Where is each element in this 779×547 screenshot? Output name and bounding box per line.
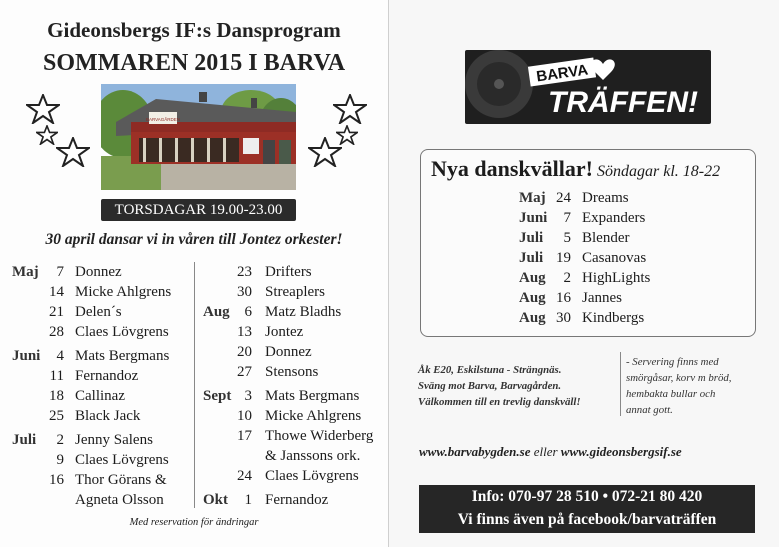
day-number: 10 <box>237 408 252 424</box>
day-number: 19 <box>556 250 571 266</box>
band-name: Expanders <box>582 210 646 226</box>
box-subtitle: Söndagar kl. 18-22 <box>596 163 721 180</box>
schedule-row <box>203 302 388 322</box>
schedule-row <box>12 490 194 510</box>
star-icon <box>56 137 90 167</box>
svg-text:TRÄFFEN!: TRÄFFEN! <box>548 86 698 119</box>
day-number: 14 <box>49 284 64 300</box>
schedule-row <box>12 450 194 470</box>
month-label: Aug <box>519 270 546 286</box>
month-label: Aug <box>519 310 546 326</box>
band-name: Claes Lövgrens <box>75 452 169 468</box>
serving-text: - Servering finns med smörgåsar, korv m bröd, hembakta bullar och annat gott. <box>626 356 732 416</box>
day-number: 28 <box>49 324 64 340</box>
day-number: 24 <box>556 190 571 206</box>
star-icon <box>333 94 367 124</box>
band-name: & Janssons ork. <box>265 448 361 464</box>
month-label: Aug <box>519 290 546 306</box>
band-name: Delen´s <box>75 304 122 320</box>
band-name: Donnez <box>75 264 122 280</box>
band-name: Thowe Widerberg <box>265 428 374 444</box>
day-number: 20 <box>237 344 252 360</box>
day-number: 16 <box>49 472 64 488</box>
band-name: Claes Lövgrens <box>265 468 359 484</box>
band-name: Claes Lövgrens <box>75 324 169 340</box>
schedule-row <box>12 302 194 322</box>
schedule-column-1 <box>12 262 194 512</box>
day-number: 5 <box>563 230 571 246</box>
day-number: 9 <box>56 452 64 468</box>
band-name: Stensons <box>265 364 319 380</box>
day-number: 16 <box>556 290 571 306</box>
program-title: Gideonsbergs IF:s Dansprogram <box>47 18 341 42</box>
day-number: 11 <box>49 368 64 384</box>
star-icon <box>26 94 60 124</box>
schedule-row <box>12 470 194 490</box>
month-label: Juni <box>519 210 548 226</box>
websites: www.barvabygden.se eller www.gideonsbergsif.se <box>419 444 682 459</box>
schedule-row <box>12 262 194 282</box>
month-label: Maj <box>519 190 546 206</box>
schedule-row <box>203 446 388 466</box>
day-number: 2 <box>56 432 64 448</box>
svg-text:BARVAGÅRDEN: BARVAGÅRDEN <box>145 117 181 122</box>
band-name: Kindbergs <box>582 310 645 326</box>
barvagarden-photo <box>101 84 296 190</box>
band-name: HighLights <box>582 270 651 286</box>
schedule-row <box>519 308 739 328</box>
info-divider <box>620 352 621 416</box>
directions-text: Åk E20, Eskilstuna - Strängnäs. Sväng mot Barva, Barvagården. Välkommen till en trevlig danskväll! <box>418 364 581 408</box>
month-label: Okt <box>203 492 229 508</box>
band-name: Agneta Olsson <box>75 492 164 508</box>
schedule-row <box>203 362 388 382</box>
day-number: 23 <box>237 264 252 280</box>
box-title: Nya danskvällar! <box>431 156 593 181</box>
schedule-row <box>519 188 739 208</box>
day-number: 21 <box>49 304 64 320</box>
day-number: 13 <box>237 324 252 340</box>
schedule-row <box>203 322 388 342</box>
phone-info: Info: 070-97 28 510 • 072-21 80 420 <box>471 488 703 505</box>
month-label: Juli <box>519 230 544 246</box>
day-number: 4 <box>56 348 64 364</box>
band-name: Callinaz <box>75 388 125 404</box>
schedule-row <box>519 288 739 308</box>
schedule-row <box>203 426 388 446</box>
schedule-row <box>12 430 194 450</box>
day-number: 27 <box>237 364 252 380</box>
schedule-row <box>519 208 739 228</box>
schedule-row <box>203 406 388 426</box>
reservation-note: Med reservation för ändringar <box>129 517 259 528</box>
band-name: Fernandoz <box>265 492 329 508</box>
band-name: Jenny Salens <box>75 432 153 448</box>
band-name: Micke Ahlgrens <box>75 284 172 300</box>
band-name: Fernandoz <box>75 368 139 384</box>
day-number: 30 <box>237 284 252 300</box>
gideonsbergsif-link[interactable]: www.gideonsbergsif.se <box>560 444 682 459</box>
schedule-row <box>519 228 739 248</box>
day-number: 6 <box>244 304 252 320</box>
day-number: 30 <box>556 310 571 326</box>
sunday-schedule <box>519 188 739 328</box>
contact-footer <box>419 485 755 533</box>
schedule-row <box>203 262 388 282</box>
schedule-row <box>203 386 388 406</box>
day-number: 18 <box>49 388 64 404</box>
month-label: Aug <box>203 304 230 320</box>
day-number: 3 <box>244 388 252 404</box>
band-name: Matz Bladhs <box>265 304 342 320</box>
band-name: Donnez <box>265 344 312 360</box>
schedule-row <box>203 490 388 510</box>
schedule-row <box>203 466 388 486</box>
thursday-hours-banner: TORSDAGAR 19.00-23.00 <box>101 199 296 221</box>
star-icon <box>36 125 58 145</box>
band-name: Dreams <box>582 190 629 206</box>
month-label: Juli <box>12 432 37 448</box>
schedule-row <box>12 366 194 386</box>
band-name: Micke Ahlgrens <box>265 408 362 424</box>
schedule-row <box>12 282 194 302</box>
day-number: 2 <box>563 270 571 286</box>
day-number: 1 <box>244 492 252 508</box>
schedule-row <box>12 346 194 366</box>
schedule-row <box>519 248 739 268</box>
month-label: Maj <box>12 264 39 280</box>
schedule-row <box>12 386 194 406</box>
band-name: Jannes <box>582 290 622 306</box>
month-label: Juni <box>12 348 41 364</box>
new-dance-evenings-box <box>420 149 756 337</box>
star-icon <box>308 137 342 167</box>
schedule-column-2 <box>203 262 388 512</box>
band-name: Mats Bergmans <box>75 348 170 364</box>
day-number: 17 <box>237 428 252 444</box>
schedule-row <box>203 342 388 362</box>
barvatraffen-logo <box>465 50 711 124</box>
band-name: Blender <box>582 230 630 246</box>
month-label: Juli <box>519 250 544 266</box>
barvabygden-link[interactable]: www.barvabygden.se <box>419 444 531 459</box>
band-name: Drifters <box>265 264 312 280</box>
day-number: 7 <box>563 210 571 226</box>
opening-night-tagline: 30 april dansar vi in våren till Jontez orkester! <box>45 231 343 248</box>
month-label: Sept <box>203 388 232 404</box>
day-number: 25 <box>49 408 64 424</box>
svg-text:BARVA: BARVA <box>535 61 590 86</box>
program-subtitle: SOMMAREN 2015 I BARVA <box>42 50 346 76</box>
schedule-row <box>203 282 388 302</box>
column-divider <box>194 262 195 508</box>
band-name: Mats Bergmans <box>265 388 360 404</box>
schedule-row <box>12 322 194 342</box>
day-number: 24 <box>237 468 252 484</box>
day-number: 7 <box>56 264 64 280</box>
schedule-row <box>519 268 739 288</box>
band-name: Casanovas <box>582 250 647 266</box>
band-name: Streaplers <box>265 284 325 300</box>
facebook-info: Vi finns även på facebook/barvaträffen <box>457 511 717 528</box>
schedule-row <box>12 406 194 426</box>
band-name: Jontez <box>265 324 304 340</box>
band-name: Thor Görans & <box>75 472 167 488</box>
band-name: Black Jack <box>75 408 141 424</box>
